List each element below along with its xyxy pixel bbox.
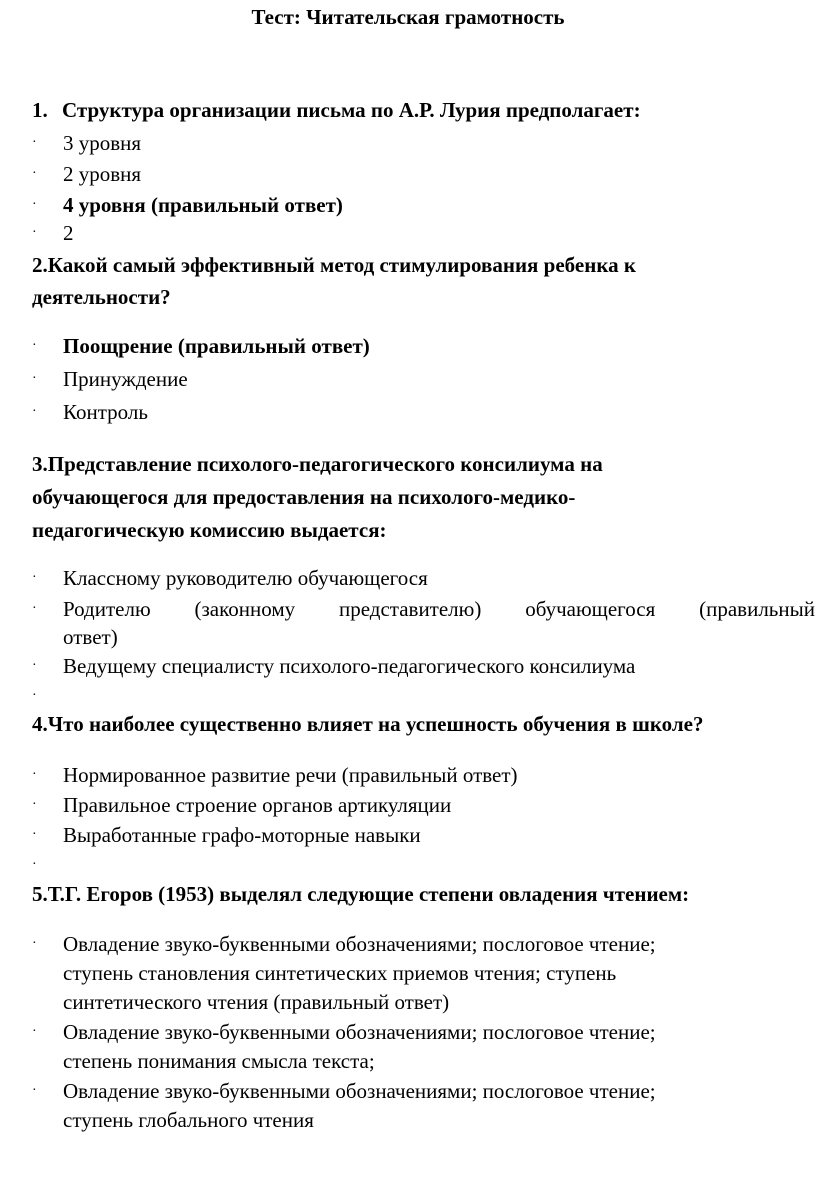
bullet-icon: · xyxy=(32,797,37,812)
bullet-icon: · xyxy=(32,338,37,353)
bullet-icon: · xyxy=(32,570,37,585)
bullet-icon: · xyxy=(32,827,37,842)
question-1 xyxy=(32,94,641,126)
question-3-line: педагогическую комиссию выдается: xyxy=(32,518,387,542)
bullet-icon: · xyxy=(32,936,37,951)
question-4: 4.Что наиболее существенно влияет на успешность обучения в школе? xyxy=(32,712,704,736)
document-page: Тест: Читательская грамотность 1. Структура организации письма по А.Р. Лурия предполагает: · 3 уровня · 2 уровня · 4 уровня (правильный ответ) · 2 2.Какой самый эффективный метод стимулирования ребенка к деятельности? · Поощрение (правильный ответ) · Принуждение · Контроль 3.Представление психолого-педагогического консилиума на обучающегося для предоставления на психолого-медико- педагогическую комиссию выдается: · Классному руководителю обучающегося · Родителю (законному представителю) обучающегося (правильный ответ) · Ведущему специалисту психолого-педагогического консилиума · 4.Что наиболее существенно влияет на успешность обучения в школе? · Нормированное развитие речи (правильный ответ) · Правильное строение органов артикуляции · Выработанные графо-моторные навыки · 5.Т.Г. Егоров (1953) выделял следующие степени овладения чтением: · Овладение звуко-буквенными обозначениями; послоговое чтение; ступень становления синтетических приемов чтения; ступень синтетического чтения (правильный ответ) · Овладение звуко-буквенными обозначениями; послоговое чтение; степень понимания смысла текста; · Овладение звуко-буквенными обозначениями; послоговое чтение; ступень глобального чтения xyxy=(0,0,816,1188)
bullet-icon: · xyxy=(32,857,37,872)
bullet-icon: · xyxy=(32,371,37,386)
question-3-option-continuation: ответ) xyxy=(63,625,118,649)
question-3-option-correct: Родителю (законному представителю) обучающегося (правильный xyxy=(63,597,815,621)
bullet-icon: · xyxy=(32,1083,37,1098)
bullet-icon: · xyxy=(32,225,37,240)
question-2-line: 2.Какой самый эффективный метод стимулирования ребенка к xyxy=(32,253,636,277)
bullet-icon: · xyxy=(32,135,37,150)
bullet-icon: · xyxy=(32,601,37,616)
bullet-icon: · xyxy=(32,688,37,703)
bullet-icon: · xyxy=(32,658,37,673)
question-3-line: обучающегося для предоставления на психолого-медико- xyxy=(32,485,576,509)
question-3-line: 3.Представление психолого-педагогического консилиума на xyxy=(32,452,603,476)
question-5-option-continuation: синтетического чтения (правильный ответ) xyxy=(63,990,450,1014)
question-5-option-continuation: ступень глобального чтения xyxy=(63,1108,314,1132)
bullet-icon: · xyxy=(32,166,37,181)
bullet-icon: · xyxy=(32,197,37,212)
page-title: Тест: Читательская грамотность xyxy=(251,5,565,29)
bullet-icon: · xyxy=(32,767,37,782)
question-2-line: деятельности? xyxy=(32,285,171,309)
question-5: 5.Т.Г. Егоров (1953) выделял следующие степени овладения чтением: xyxy=(32,882,690,906)
bullet-icon: · xyxy=(32,404,37,419)
question-1-text: Структура организации письма по А.Р. Лурия предполагает: xyxy=(62,98,641,122)
question-5-option-continuation: степень понимания смысла текста; xyxy=(63,1049,375,1073)
question-5-option-continuation: ступень становления синтетических приемов чтения; ступень xyxy=(63,961,617,985)
question-1-number: 1. xyxy=(32,98,48,122)
bullet-icon: · xyxy=(32,1024,37,1039)
